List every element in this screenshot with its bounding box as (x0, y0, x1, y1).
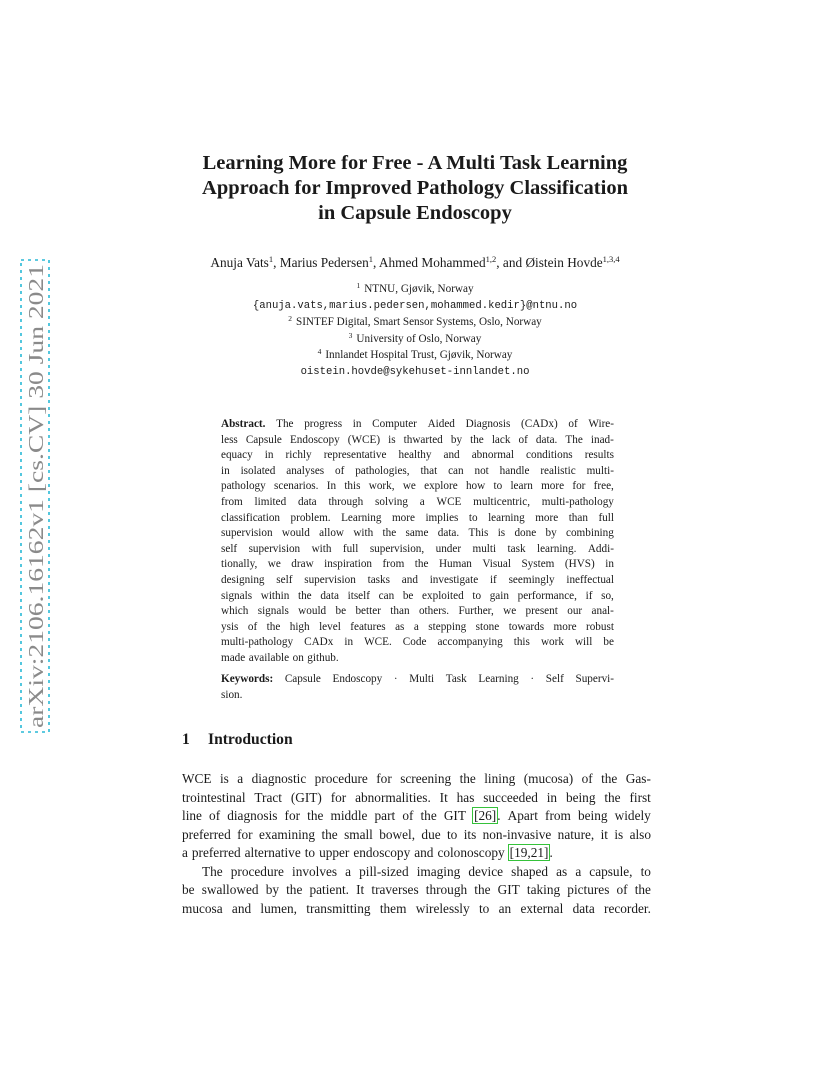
section-heading (182, 731, 293, 749)
author-affil-sup: 1,2 (485, 254, 497, 264)
arxiv-side-stamp (19, 258, 51, 734)
body-line: preferred for examining the small bowel, due to its non-invasive nature, it is also (182, 826, 651, 842)
affiliation-line (150, 281, 680, 297)
body-line: trointestinal Tract (GIT) for abnormalities. It has succeeded in being the first (182, 789, 651, 805)
abstract-line: supervision would allow with the same data. This is done by combining (221, 527, 614, 540)
author-separator: , and (496, 255, 526, 270)
paper-title (150, 151, 680, 226)
author-name: Øistein Hovde (525, 255, 603, 270)
keywords-label: Keywords: (221, 673, 274, 685)
abstract-label: Abstract. (221, 418, 266, 430)
citation-link[interactable]: [26] (474, 808, 497, 823)
body-text (182, 770, 651, 918)
author-affil-sup: 1,3,4 (602, 254, 620, 264)
arxiv-stamp-text: arXiv:2106.16162v1 [cs.CV] 30 Jun 2021 (24, 366, 48, 728)
body-line: The procedure involves a pill-sized imaging device shaped as a capsule, to (202, 863, 651, 879)
abstract-line: classification problem. Learning more implies to learning more than full (221, 511, 614, 524)
keywords (221, 672, 614, 703)
author-affil-sup: 1 (368, 254, 373, 264)
title-line: Learning More for Free - A Multi Task Learning (202, 152, 628, 174)
affiliation-sup: 2 (288, 314, 292, 324)
body-line: mucosa and lumen, transmitting them wirelessly to an external data recorder. (182, 900, 651, 916)
affiliation-line (150, 297, 680, 314)
author-name: Anuja Vats (210, 255, 269, 270)
affiliation-sup: 1 (356, 281, 361, 290)
abstract (221, 417, 614, 667)
abstract-line: less Capsule Endoscopy (WCE) is thwarted by the lack of data. The inad- (221, 433, 614, 446)
abstract-line: designing self supervision tasks and investigate if seemingly ineffectual (221, 573, 614, 586)
abstract-line: self supervision with full supervision, under multi task learning. Addi- (221, 542, 614, 555)
body-line: WCE is a diagnostic procedure for screening the lining (mucosa) of the Gas- (182, 771, 651, 786)
affiliation-text: University of Oslo, Norway (356, 332, 482, 345)
keywords-line: Keywords: Capsule Endoscopy · Multi Task Learning · Self Supervi- (221, 672, 614, 688)
title-line: Approach for Improved Pathology Classification (202, 177, 628, 199)
abstract-line: which signals would be better than others. Further, we present our anal- (221, 605, 614, 618)
abstract-line: in isolated analyses of pathologies, that can not handle realistic multi- (221, 464, 614, 477)
abstract-line: ysis of the high level features as a stepping stone towards more robust (221, 620, 614, 633)
citation-link[interactable]: [19,21] (509, 845, 549, 860)
author-separator: , (373, 255, 379, 270)
abstract-line: multi-pathology CADx in WCE. Code accompanying this work will be (221, 636, 614, 649)
affiliation-sup: 3 (348, 330, 353, 340)
author-name: Marius Pedersen (279, 255, 369, 270)
author-list (150, 254, 680, 272)
abstract-line: equacy in richly representative healthy and abnormal conditions results (221, 449, 614, 462)
affiliation-line (150, 314, 680, 330)
affiliation-text: NTNU, Gjøvik, Norway (364, 283, 474, 295)
affiliation-line (150, 347, 680, 363)
author-affil-sup: 1 (268, 254, 274, 264)
affiliation-email: oistein.hovde@sykehuset-innlandet.no (300, 366, 530, 379)
body-line: a preferred alternative to upper endoscopy and colonoscopy [19,21]. (182, 845, 553, 860)
affiliation-sup: 4 (317, 346, 322, 356)
body-line: line of diagnosis for the middle part of the GIT [26]. Apart from being widely (182, 808, 651, 823)
body-line: be swallowed by the patient. It traverses through the GIT taking pictures of the (182, 882, 651, 897)
affiliation-email: {anuja.vats,marius.pedersen,mohammed.kedir}@ntnu.no (252, 300, 578, 313)
author-separator: , (273, 255, 280, 270)
affiliation-block (150, 281, 680, 380)
title-line: in Capsule Endoscopy (318, 202, 512, 224)
abstract-line: from limited data through solving a WCE multicentric, multi-pathology (221, 495, 614, 508)
affiliation-text: Innlandet Hospital Trust, Gjøvik, Norway (325, 348, 513, 361)
author-name: Ahmed Mohammed (378, 255, 486, 270)
section-number: 1 (182, 731, 190, 748)
abstract-line: Abstract. The progress in Computer Aided Diagnosis (CADx) of Wire- (221, 417, 614, 433)
abstract-line: made available on github. (221, 651, 339, 664)
abstract-line: tionally, we draw inspiration from the Human Visual System (HVS) in (221, 558, 614, 571)
abstract-line: signals within the data itself can be exploited to gain performance, if so, (221, 589, 614, 602)
affiliation-line (150, 363, 680, 380)
keywords-line: sion. (221, 688, 243, 701)
affiliation-line (150, 331, 680, 347)
affiliation-text: SINTEF Digital, Smart Sensor Systems, Oslo, Norway (295, 316, 542, 329)
abstract-line: pathology scenarios. In this work, we explore how to learn more for free, (221, 480, 614, 493)
section-title: Introduction (208, 731, 293, 748)
